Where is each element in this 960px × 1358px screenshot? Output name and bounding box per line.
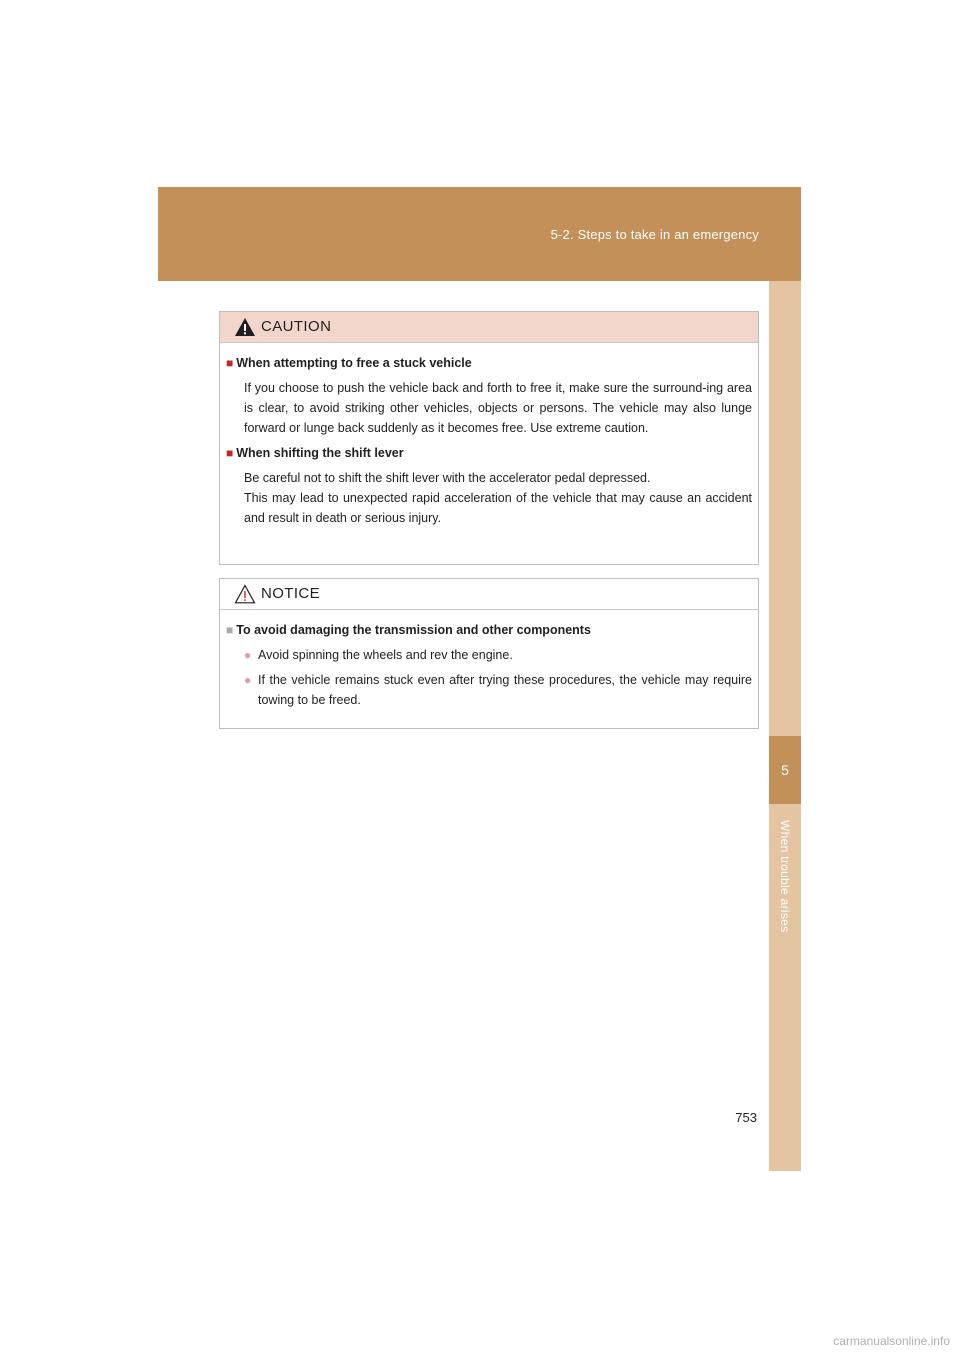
caution-header xyxy=(220,312,758,343)
section-title-text: When attempting to free a stuck vehicle xyxy=(236,356,472,370)
caution-section-title xyxy=(226,354,752,372)
caution-box xyxy=(219,311,759,565)
circle-bullet-icon: ● xyxy=(244,673,252,687)
notice-box xyxy=(219,578,759,729)
square-bullet-icon: ■ xyxy=(226,623,234,637)
square-bullet-icon: ■ xyxy=(226,446,234,460)
square-bullet-icon: ■ xyxy=(226,356,234,370)
notice-header xyxy=(220,579,758,610)
chapter-label-text: When trouble arises xyxy=(778,819,792,933)
circle-bullet-icon: ● xyxy=(244,648,252,662)
section-title-text: To avoid damaging the transmission and other components xyxy=(236,623,591,637)
caution-paragraph: This may lead to unexpected rapid acceleration of the vehicle that may cause an accident and result in death or serious injury. xyxy=(244,491,752,525)
list-item-text: Avoid spinning the wheels and rev the engine. xyxy=(258,648,513,662)
notice-body xyxy=(220,610,758,710)
caution-label: CAUTION xyxy=(261,318,332,335)
notice-list-item xyxy=(244,670,752,710)
list-item-text: If the vehicle remains stuck even after trying these procedures, the vehicle may require towing to be freed. xyxy=(258,673,752,707)
page-number: 753 xyxy=(735,1110,757,1125)
header-band xyxy=(158,187,801,281)
warning-triangle-icon xyxy=(234,317,256,337)
watermark-text: carmanualsonline.info xyxy=(833,1334,950,1348)
caution-section-title xyxy=(226,444,752,462)
chapter-label xyxy=(772,812,798,940)
section-header-title: 5-2. Steps to take in an emergency xyxy=(550,227,759,242)
notice-section-title xyxy=(226,621,752,639)
caution-paragraph: Be careful not to shift the shift lever with the accelerator pedal depressed. xyxy=(244,471,651,485)
notice-list-item xyxy=(244,645,752,665)
chapter-number: 5 xyxy=(781,762,789,778)
notice-label: NOTICE xyxy=(261,585,321,602)
chapter-side-tab xyxy=(769,281,801,1171)
section-title-text: When shifting the shift lever xyxy=(236,446,404,460)
chapter-number-block xyxy=(769,736,801,804)
caution-paragraph: If you choose to push the vehicle back and forth to free it, make sure the surround-ing area is clear, to avoid striking other vehicles, objects or persons. The vehicle may also lunge forward or lunge back suddenly as it becomes free. Use extreme caution. xyxy=(244,381,752,435)
warning-triangle-outline-icon xyxy=(234,584,256,604)
caution-body xyxy=(220,343,758,528)
